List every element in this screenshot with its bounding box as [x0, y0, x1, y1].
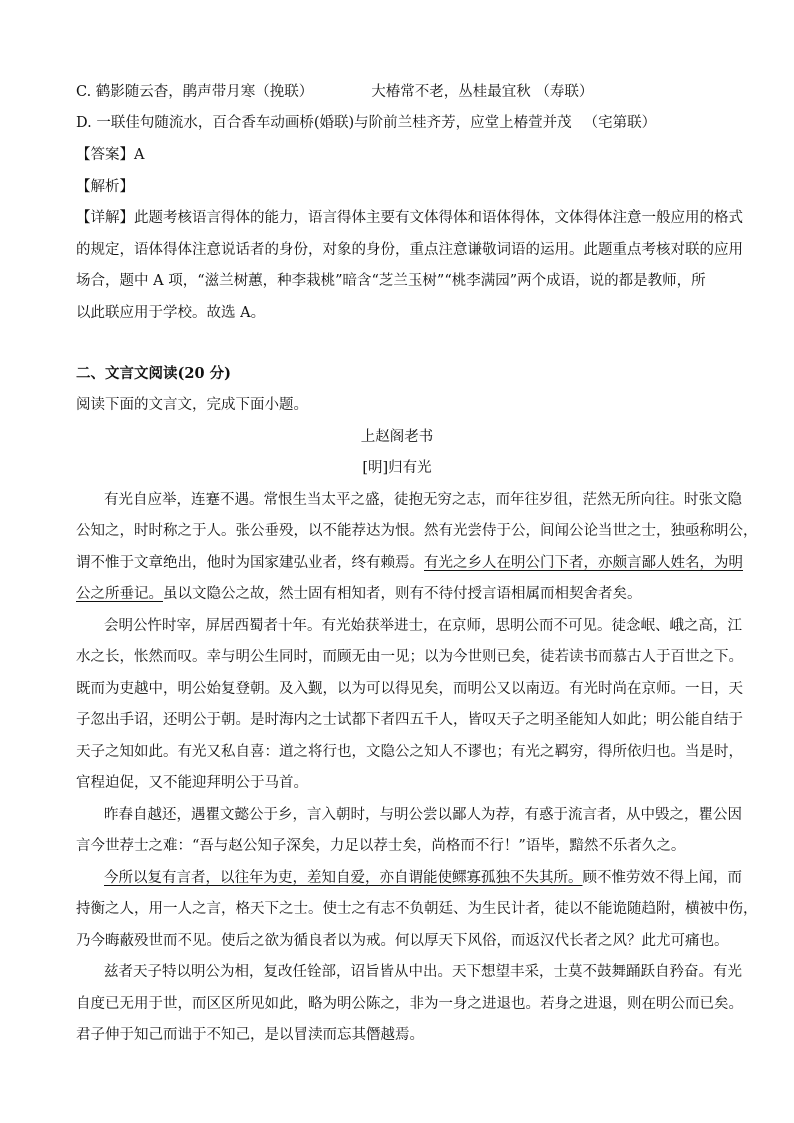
answer-label: 【答案】A: [76, 147, 145, 163]
paragraph-1-text: 虽以文隐公之故，然士固有相知者，则有不待付授言语相属而相契舍者矣。: [163, 586, 642, 602]
analysis-line: 以此联应用于学校。故选 A。: [76, 305, 266, 321]
paragraph-3-line: 昨春自越还，遇瞿文懿公于乡，言入朝时，与明公尝以鄙人为荐，有惑于流言者，从中毁之，瞿公因: [104, 807, 742, 823]
option-c-couplet-2: 大椿常不老，丛桂最宜秋 （寿联）: [371, 84, 594, 100]
essay-title: 上赵阁老书: [360, 429, 434, 445]
underlined-sentence-1-end: 公之所垂记。: [76, 586, 163, 602]
underlined-sentence-2: 今所以复有言者，以往年为吏，差知自爱，亦自谓能使鳏寡孤独不失其所。: [104, 870, 583, 886]
paragraph-1-line: [76, 584, 726, 604]
essay-author: [明]归有光: [362, 460, 432, 476]
section-title: 二、文言文阅读(20 分): [76, 365, 231, 382]
paragraph-1-line: 公知之，时时称之于人。张公垂殁，以不能荐达为恨。然有光尝侍于公，间闻公论当世之士，独亟称明公，: [76, 523, 758, 539]
analysis-heading: 【解析】: [76, 179, 134, 195]
paragraph-2-line: 官程迫促，又不能迎拜明公于马首。: [76, 775, 308, 791]
paragraph-2-line: 会明公忤时宰，屏居西蜀者十年。有光始获举进士，在京师，思明公而不可见。徒念岷、峨之高，江: [104, 618, 742, 634]
paragraph-4-text: 顾不惟劳效不得上闻，而: [582, 870, 742, 886]
paragraph-2-line: 天子之知如此。有光又私自喜：道之将行也，文隐公之知人不谬也；有光之羁穷，得所依归也。当是时，: [76, 744, 743, 760]
instruction: 阅读下面的文言文，完成下面小题。: [76, 397, 308, 413]
option-d: [76, 113, 726, 133]
paragraph-1-text: 谓不惟于文章绝出，他时为国家建弘业者，终有赖焉。: [76, 555, 424, 571]
paragraph-2-line: 水之长，怅然而叹。幸与明公生同时，而顾无由一见；以为今世则已矣，徒若读书而慕古人于百世之下。: [76, 649, 743, 665]
paragraph-4-line: 乃今晦蔽殁世而不见。使后之欲为循良者以为戒。何以厚天下风俗，而返汉代长者之风？此尤可痛也。: [76, 933, 729, 949]
paragraph-4-line: [104, 868, 742, 888]
option-d-couplet-2: （宅第联）: [583, 115, 657, 131]
analysis-line: 的规定，语体得体注意说话者的身份，对象的身份，重点注意谦敬词语的运用。此题重点考核对联的应用: [76, 242, 743, 258]
underlined-sentence-1: 有光之乡人在明公门下者，亦颇言鄙人姓名，为明: [424, 555, 743, 571]
paragraph-1-line: 有光自应举，连蹇不遇。常恨生当太平之盛，徒抱无穷之志，而年往岁徂，茫然无所向往。时张文隐: [104, 492, 742, 508]
paragraph-1-line: [76, 553, 743, 573]
paragraph-2-line: 既而为吏越中，明公始复登朝。及入觐，以为可以得见矣，而明公又以南迈。有光时尚在京师。一日，天: [76, 681, 743, 697]
paragraph-2-line: 子忽出手诏，还明公于朝。是时海内之士试都下者四五千人，皆叹天子之明圣能知人如此；明公能自结于: [76, 712, 743, 728]
analysis-line: 场合，题中 A 项，“滋兰树蕙，种李栽桃”暗含“芝兰玉树”“桃李满园”两个成语，说的都是教师，所: [76, 273, 706, 289]
paragraph-5-line: 君子伸于知己而诎于不知己，是以冒渎而忘其僭越焉。: [76, 1027, 424, 1043]
paragraph-4-line: 持衡之人，用一人之言，格天下之士。使士之有志不负朝廷、为生民计者，徒以不能诡随趋附，横被中伤，: [76, 901, 758, 917]
option-c-couplet-1: C. 鹤影随云杳，鹃声带月寒（挽联）: [76, 84, 314, 100]
option-d-couplet-1: D. 一联佳句随流水，百合香车动画桥(婚联)与阶前兰桂齐芳，应堂上椿萱并茂: [76, 115, 572, 131]
paragraph-5-line: 兹者天子特以明公为相，复改任铨部，诏旨皆从中出。天下想望丰采，士莫不鼓舞踊跃自矜奋。有光: [104, 964, 742, 980]
analysis-line: 【详解】此题考核语言得体的能力，语言得体主要有文体得体和语体得体，文体得体注意一般应用的格式: [76, 210, 743, 226]
paragraph-3-line: 言今世荐士之难：“吾与赵公知子深矣，力足以荐士矣，尚格而不行！”语毕，黯然不乐者久之。: [76, 838, 686, 854]
paragraph-5-line: 自度已无用于世，而区区所见如此，略为明公陈之，非为一身之进退也。若身之进退，则在明公而已矣。: [76, 996, 743, 1012]
option-c: [76, 82, 726, 102]
